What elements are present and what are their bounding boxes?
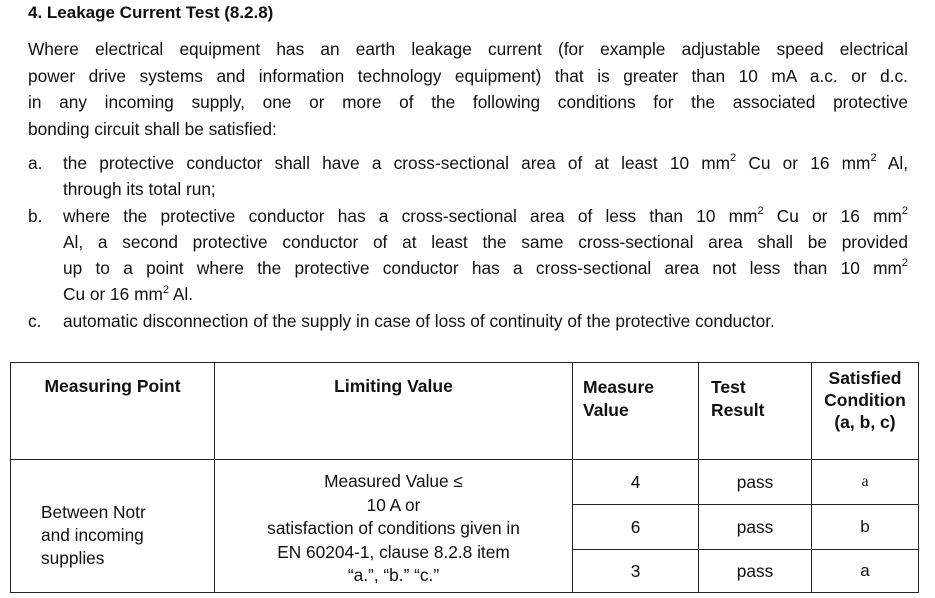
intro-line: power drive systems and information technology equipment) that is greater than 10 mA a.c. or d.c. bbox=[28, 65, 908, 86]
table-header-row bbox=[11, 363, 919, 460]
condition-cell: a bbox=[812, 460, 919, 505]
condition-line: automatic disconnection of the supply in case of loss of continuity of the protective conductor. bbox=[63, 310, 775, 331]
condition-marker: a. bbox=[28, 153, 43, 173]
condition-line: the protective conductor shall have a cross-sectional area of at least 10 $mm^2$ Cu or 16 $mm^2$ Al, bbox=[63, 152, 908, 173]
condition-b bbox=[28, 203, 908, 308]
header-satisfied-condition: Satisfied Condition (a, b, c) bbox=[812, 363, 919, 460]
measure-value-cell: 6 bbox=[573, 505, 699, 550]
test-result-cell: pass bbox=[699, 460, 812, 505]
condition-line: up to a point where the protective conductor has a cross-sectional area not less than 10 $mm^2$ bbox=[63, 257, 908, 279]
table-row bbox=[11, 460, 919, 505]
condition-line: Cu or 16 $mm^2$ Al. bbox=[63, 283, 194, 305]
intro-line: bonding circuit shall be satisfied: bbox=[28, 119, 277, 140]
condition-line: Al, a second protective conductor of at least the same cross-sectional area shall be provided bbox=[63, 231, 908, 252]
limiting-value-cell: Measured Value ≤ 10 A or satisfaction of conditions given in EN 60204-1, clause 8.2.8 item “a.”, “b.” “c.” bbox=[215, 460, 573, 593]
header-limiting-value: Limiting Value bbox=[215, 363, 573, 460]
measure-value-cell: 3 bbox=[573, 550, 699, 593]
results-table bbox=[10, 362, 919, 593]
section-title: 4. Leakage Current Test (8.2.8) bbox=[28, 3, 274, 22]
header-measure-value: Measure Value bbox=[573, 363, 699, 460]
condition-marker: c. bbox=[28, 310, 42, 331]
condition-line: through its total run; bbox=[63, 179, 216, 200]
measure-value-cell: 4 bbox=[573, 460, 699, 505]
measuring-point-cell: Between Notr and incoming supplies bbox=[11, 460, 215, 593]
intro-line: in any incoming supply, one or more of the following conditions for the associated protective bbox=[28, 92, 908, 113]
condition-line: where the protective conductor has a cross-sectional area of less than 10 $mm^2$ Cu or 16 $mm^2$ bbox=[63, 204, 908, 226]
test-result-cell: pass bbox=[699, 550, 812, 593]
condition-a bbox=[28, 150, 908, 203]
conditions-list bbox=[28, 150, 908, 334]
condition-cell: b bbox=[812, 505, 919, 550]
header-test-result: Test Result bbox=[699, 363, 812, 460]
condition-cell: a bbox=[812, 550, 919, 593]
condition-marker: b. bbox=[28, 205, 43, 226]
header-measuring-point: Measuring Point bbox=[11, 363, 215, 460]
condition-c bbox=[28, 308, 908, 334]
intro-paragraph bbox=[28, 36, 908, 143]
test-result-cell: pass bbox=[699, 505, 812, 550]
intro-line: Where electrical equipment has an earth leakage current (for example adjustable speed electrical bbox=[28, 39, 908, 59]
